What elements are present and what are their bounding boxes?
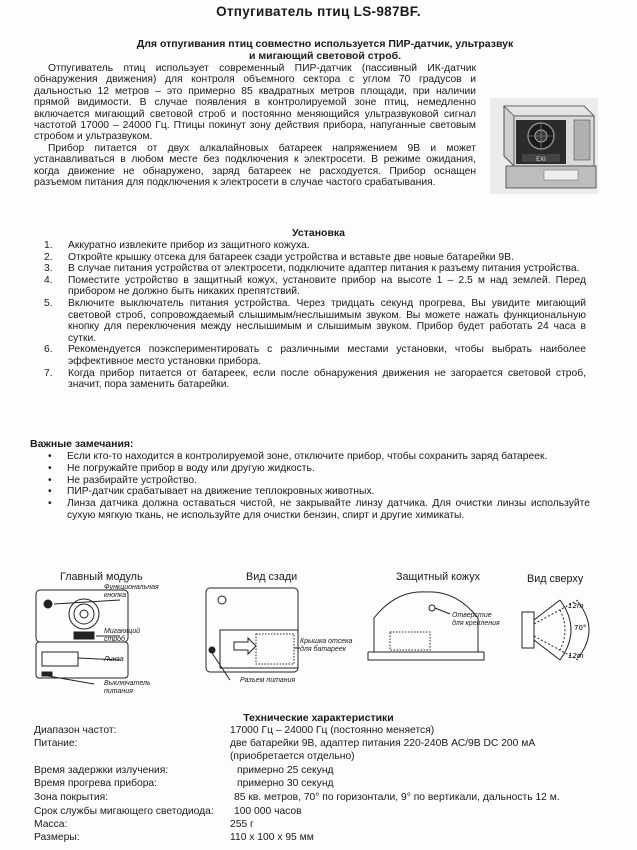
top-angle: 70° (574, 624, 587, 632)
label-lens: Линза (104, 656, 124, 663)
intro-text (34, 63, 476, 188)
top-range-1: 12m (568, 602, 584, 610)
install-list (34, 240, 586, 391)
install-item: 3. В случае питания устройства от электросети, подключите адаптер питания к разъему питания устройства. (44, 263, 580, 275)
note-item: • ПИР-датчик срабатывает на движение теплокровных животных. (48, 486, 375, 498)
label-mount-hole: Отверстие для крепления (452, 612, 500, 627)
back-view-drawing (200, 586, 310, 686)
document-title: Отпугиватель птиц LS-987BF. (216, 4, 421, 19)
label-battery-cover: Крышка отсека для батареек (300, 638, 353, 653)
product-label: EXI (536, 156, 546, 163)
product-photo (486, 96, 604, 198)
diagram-main-title: Главный модуль (60, 571, 143, 583)
diagram-back-title: Вид сзади (246, 571, 298, 583)
label-power-switch: Выключатель питания (104, 680, 151, 695)
subtitle-line-2: и мигающий световой строб. (248, 50, 402, 62)
subtitle-line-1: Для отпугивания птиц совместно используется ПИР-датчик, ультразвук (136, 38, 514, 50)
diagram-top-title: Вид сверху (527, 573, 584, 585)
install-item: 1. Аккуратно извлеките прибор из защитного кожуха. (44, 240, 310, 251)
intro-paragraph-1: Отпугиватель птиц использует современный ПИР-датчик (пассивный ИК-датчик обнаружения движения) для контроля объемного сектора с углом 70 градусов и дальностью 12 метров – это примерно 85 квадратных метров площади, при наличии прямой видимости. В случае появления в контролируемой зоне птиц, немедленно включается мигающий световой строб и постоянно меняющийся ультразвуковой сигнал частотой 17000 – 24000 Гц. Птицы покинут зону действия прибора, напуганные световым стробом и ультразвуком. (34, 63, 476, 143)
specs-title: Технические характеристики (243, 712, 394, 724)
notes-list (42, 451, 590, 522)
note-item: • Не разбирайте устройство. (48, 474, 197, 486)
label-strobe: Мигающий строб (104, 628, 140, 643)
install-item: 5. Включите выключатель питания устройства. Через тридцать секунд прогрева, Вы увидите мигающий световой строб, сопровождаемый слышимым/неслышимым звуком. Вы можете нажать функциональную кнопку для переключения между неслышимым и слышимым звуком. Прибор будет работать 24 часа в сутки. (44, 297, 586, 344)
note-item: • Не погружайте прибор в воду или другую жидкость. (48, 462, 315, 474)
install-item: 2. Откройте крышку отсека для батареек сзади устройства и вставьте две новые батарейки 9В. (44, 251, 514, 263)
label-power-jack: Разъем питания (240, 677, 296, 684)
note-item: • Если кто-то находится в контролируемой зоне, отключите прибор, чтобы сохранить заряд батареек. (48, 451, 548, 462)
install-item: 6. Рекомендуется поэкспериментировать с различными местами установки, чтобы выбрать наиболее эффективное место установки прибора. (44, 344, 586, 367)
install-item: 7. Когда прибор питается от батареек, если после обнаружения движения не загорается световой строб, значит, пора заменить батарейки. (44, 367, 586, 391)
note-item: • Линза датчика должна оставаться чистой, не закрывайте линзу датчика. Для очистки линзы используйте сухую мягкую ткань, не используйте для очистки бензин, спирт и другие химикаты. (48, 498, 590, 521)
document-page: Отпугиватель птиц LS-987BF. Для отпугивания птиц совместно используется ПИР-датчик, ультразвук и мигающий световой строб. Отпугиватель птиц использует современный ПИР-датчик (пассивный ИК-датчик обнаружения движения) для контроля объемного сектора с углом 70 градусов и дальностью 12 метров – это примерно 85 квадратных метров площади, при наличии прямой видимости. В случае появления в контролируемой зоне птиц, немедленно включается мигающий световой строб и постоянно меняющийся ультразвуковой сигнал частотой 17000 – 24000 Гц. Птицы покинут зону действия прибора, напуганные световым стробом и ультразвуком. Прибор питается от двух алкалайновых батареек напряжением 9В и может устанавливаться в любом месте без подключения к электросети. В режиме ожидания, когда движение не обнаружено, заряд батареек не расходуется. Прибор оснащен разъемом питания для подключения к электросети в случае частого срабатывания. EXI Установка 1. Аккуратно извлеките прибор из защитного кожуха. 2. Откройте крышку отсека для батареек сзади устройства и вставьте две новые батарейки 9В. 3. В случае питания устройства от электросети, подключите адаптер питания к разъему питания устройства. 4. Поместите устройство в защитный кожух, установите прибор на высоте 1 – 2.5 м над землей. Перед прибором не должно быть никаких препятствий. 5. Включите выключатель питания устройства. Через тридцать секунд прогрева, Вы увидите мигающий световой строб, сопровождаемый слышимым/неслышимым звуком. Вы можете нажать функциональную кнопку для переключения между неслышимым и слышимым звуком. Прибор будет работать 24 часа в сутки. 6. Рекомендуется поэкспериментировать с различными местами установки, чтобы выбрать наиболее эффективное место установки прибора. 7. Когда прибор питается от батареек, если после обнаружения движения не загорается световой строб, значит, пора заменить батарейки. Важные замечания: • Если кто-то находится в контролируемой зоне, отключите прибор, чтобы сохранить заряд батареек. • Не погружайте прибор в воду или другую жидкость. • Не разбирайте устройство. • ПИР-датчик срабатывает на движение теплокровных животных. • Линза датчика должна оставаться чистой, не закрывайте линзу датчика. Для очистки линзы используйте сухую мягкую ткань, не используйте для очистки бензин, спирт и другие химикаты. Главный модуль Вид сзади Защитный кожух Вид сверху Функциональная кнопка Мигающий строб Линза Выключатель питания Крышка отсека для батареек Разъем питания Отверстие для крепления 12m 70° 12m Технические характеристики Диапазон частот: 17000 Гц – 24000 Гц (постоянно меняется) Питание: две батарейки 9В, адаптер питания 220-240В АС/9В DC 200 мА (приобретается отдельно) Время задержки излучения: примерно 25 секунд Время прогрева прибора: примерно 30 секунд Зона покрытия: 85 кв. метров, 70° по горизонтали, 9° по вертикали, дальность 12 м. Срок службы мигающего светодиода: 100 000 часов Масса: 255 г Размеры: 110 x 100 x 95 мм (0, 0, 637, 850)
subtitle (80, 38, 570, 62)
label-function-button: Функциональная кнопка (104, 584, 159, 599)
top-range-2: 12m (568, 652, 584, 660)
install-title: Установка (292, 227, 345, 239)
notes-title: Важные замечания: (30, 438, 134, 450)
top-view-drawing (520, 590, 600, 670)
install-item: 4. Поместите устройство в защитный кожух, установите прибор на высоте 1 – 2.5 м над землей. Перед прибором не должно быть никаких препятствий. (44, 274, 586, 298)
cover-drawing (366, 588, 486, 678)
diagram-cover-title: Защитный кожух (396, 571, 481, 583)
intro-paragraph-2: Прибор питается от двух алкалайновых батареек напряжением 9В и может устанавливаться в любом месте без подключения к электросети. В режиме ожидания, когда движение не обнаружено, заряд батареек не расходуется. Прибор оснащен разъемом питания для подключения к электросети в случае частого срабатывания. (34, 142, 476, 189)
